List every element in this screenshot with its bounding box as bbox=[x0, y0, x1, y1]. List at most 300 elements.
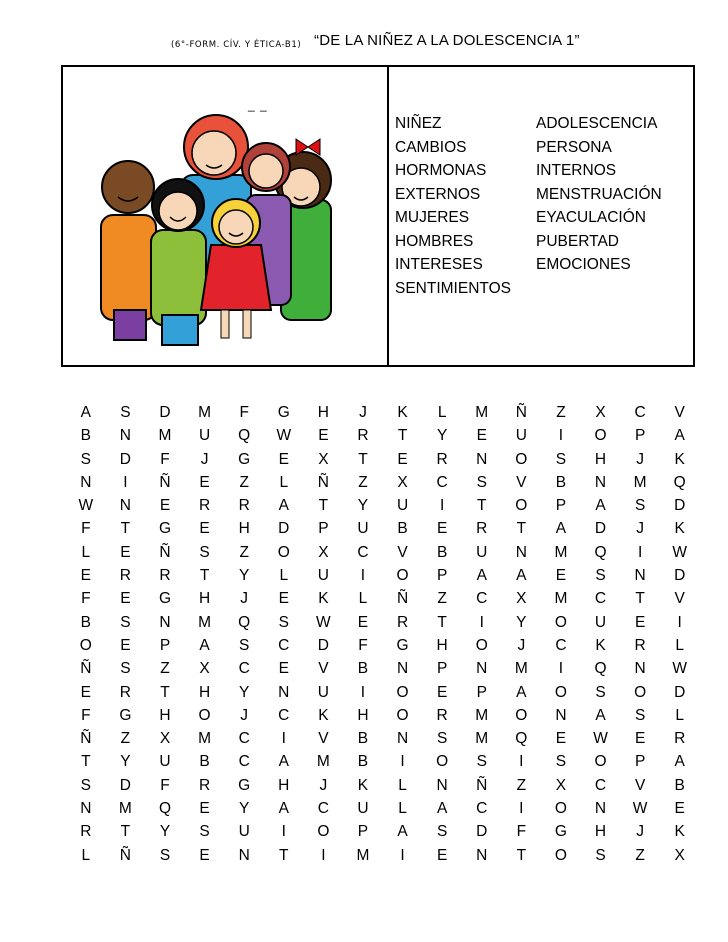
grid-letter[interactable]: I bbox=[558, 660, 564, 678]
grid-letter[interactable]: A bbox=[397, 823, 408, 841]
grid-letter[interactable]: Z bbox=[437, 590, 447, 608]
grid-letter[interactable]: A bbox=[516, 683, 527, 701]
grid-letter[interactable]: D bbox=[119, 450, 131, 468]
grid-letter[interactable]: J bbox=[240, 706, 249, 724]
grid-letter[interactable]: R bbox=[674, 730, 686, 748]
grid-letter[interactable]: Ñ bbox=[159, 543, 171, 561]
grid-letter[interactable]: V bbox=[674, 404, 685, 421]
grid-letter[interactable]: F bbox=[81, 706, 91, 724]
grid-letter[interactable]: L bbox=[81, 543, 91, 561]
grid-letter[interactable]: C bbox=[238, 753, 250, 771]
grid-letter[interactable]: H bbox=[198, 683, 211, 701]
grid-letter[interactable]: Ñ bbox=[159, 473, 171, 491]
grid-letter[interactable]: O bbox=[594, 427, 607, 445]
grid-letter[interactable]: E bbox=[436, 846, 448, 864]
grid-letter[interactable]: X bbox=[516, 590, 527, 608]
grid-letter[interactable]: D bbox=[159, 404, 171, 421]
grid-letter[interactable]: Z bbox=[516, 776, 527, 794]
grid-letter[interactable]: B bbox=[436, 543, 448, 561]
grid-letter[interactable]: F bbox=[516, 823, 527, 841]
grid-letter[interactable]: B bbox=[397, 520, 408, 538]
grid-letter[interactable]: O bbox=[515, 497, 528, 515]
grid-letter[interactable]: R bbox=[198, 776, 211, 794]
grid-letter[interactable]: N bbox=[476, 846, 488, 864]
grid-letter[interactable]: A bbox=[278, 800, 289, 818]
grid-letter[interactable]: E bbox=[555, 730, 567, 748]
grid-letter[interactable]: R bbox=[159, 567, 171, 585]
grid-letter[interactable]: M bbox=[514, 660, 528, 678]
grid-letter[interactable]: O bbox=[436, 753, 449, 771]
grid-letter[interactable]: J bbox=[636, 823, 644, 841]
grid-letter[interactable]: Y bbox=[239, 800, 250, 818]
grid-letter[interactable]: O bbox=[79, 636, 92, 654]
grid-letter[interactable]: E bbox=[634, 613, 646, 631]
grid-letter[interactable]: K bbox=[397, 404, 408, 421]
grid-letter[interactable]: A bbox=[80, 404, 91, 421]
grid-letter[interactable]: Ñ bbox=[515, 404, 527, 421]
grid-letter[interactable]: X bbox=[159, 730, 171, 748]
grid-letter[interactable]: S bbox=[634, 497, 646, 515]
grid-letter[interactable]: U bbox=[357, 800, 369, 818]
grid-letter[interactable]: S bbox=[436, 823, 448, 841]
grid-letter[interactable]: L bbox=[358, 590, 368, 608]
grid-letter[interactable]: W bbox=[672, 543, 688, 561]
grid-letter[interactable]: I bbox=[400, 846, 405, 864]
grid-letter[interactable]: G bbox=[158, 590, 172, 608]
grid-letter[interactable]: T bbox=[199, 567, 210, 585]
grid-letter[interactable]: F bbox=[81, 590, 91, 608]
grid-letter[interactable]: L bbox=[437, 404, 447, 421]
grid-letter[interactable]: Z bbox=[239, 473, 249, 491]
grid-letter[interactable]: E bbox=[476, 427, 487, 445]
grid-letter[interactable]: C bbox=[594, 776, 607, 794]
grid-letter[interactable]: O bbox=[396, 567, 409, 585]
grid-letter[interactable]: L bbox=[81, 846, 91, 864]
grid-letter[interactable]: M bbox=[475, 404, 489, 421]
grid-letter[interactable]: M bbox=[633, 473, 647, 491]
grid-letter[interactable]: T bbox=[397, 427, 408, 445]
grid-letter[interactable]: D bbox=[317, 636, 329, 654]
grid-letter[interactable]: J bbox=[240, 590, 249, 608]
grid-letter[interactable]: P bbox=[476, 683, 487, 701]
grid-letter[interactable]: I bbox=[400, 753, 405, 771]
grid-letter[interactable]: M bbox=[316, 753, 330, 771]
grid-letter[interactable]: Y bbox=[239, 683, 250, 701]
grid-letter[interactable]: I bbox=[637, 543, 643, 561]
grid-letter[interactable]: B bbox=[674, 776, 685, 794]
grid-letter[interactable]: J bbox=[517, 636, 526, 654]
grid-letter[interactable]: H bbox=[159, 706, 171, 724]
grid-letter[interactable]: S bbox=[80, 450, 91, 468]
grid-letter[interactable]: G bbox=[158, 520, 172, 538]
grid-letter[interactable]: S bbox=[120, 404, 131, 421]
grid-letter[interactable]: E bbox=[397, 450, 408, 468]
grid-letter[interactable]: W bbox=[632, 800, 648, 818]
grid-letter[interactable]: N bbox=[396, 730, 409, 748]
grid-letter[interactable]: U bbox=[198, 427, 211, 445]
grid-letter[interactable]: O bbox=[594, 753, 607, 771]
grid-letter[interactable]: X bbox=[199, 660, 210, 678]
grid-letter[interactable]: R bbox=[476, 520, 488, 538]
grid-letter[interactable]: P bbox=[634, 427, 646, 445]
grid-letter[interactable]: F bbox=[81, 520, 91, 538]
grid-letter[interactable]: C bbox=[555, 636, 567, 654]
grid-letter[interactable]: U bbox=[159, 753, 171, 771]
grid-letter[interactable]: N bbox=[80, 473, 92, 491]
grid-letter[interactable]: U bbox=[594, 613, 607, 631]
grid-letter[interactable]: X bbox=[397, 473, 408, 491]
grid-letter[interactable]: A bbox=[278, 753, 289, 771]
grid-letter[interactable]: S bbox=[634, 706, 646, 724]
grid-letter[interactable]: P bbox=[436, 660, 448, 678]
grid-letter[interactable]: R bbox=[357, 427, 369, 445]
grid-letter[interactable]: S bbox=[159, 846, 171, 864]
grid-letter[interactable]: R bbox=[80, 823, 92, 841]
grid-letter[interactable]: N bbox=[80, 800, 92, 818]
grid-letter[interactable]: Ñ bbox=[317, 473, 329, 491]
grid-letter[interactable]: Z bbox=[358, 473, 368, 491]
grid-letter[interactable]: S bbox=[595, 567, 606, 585]
grid-letter[interactable]: N bbox=[119, 427, 131, 445]
grid-letter[interactable]: E bbox=[120, 543, 131, 561]
grid-letter[interactable]: Y bbox=[436, 427, 448, 445]
grid-letter[interactable]: E bbox=[318, 427, 329, 445]
grid-letter[interactable]: T bbox=[81, 753, 91, 771]
grid-letter[interactable]: T bbox=[635, 590, 645, 608]
grid-letter[interactable]: F bbox=[160, 450, 170, 468]
grid-letter[interactable]: C bbox=[278, 706, 290, 724]
grid-letter[interactable]: N bbox=[396, 660, 409, 678]
grid-letter[interactable]: W bbox=[276, 427, 292, 445]
grid-letter[interactable]: S bbox=[555, 753, 567, 771]
grid-letter[interactable]: B bbox=[357, 753, 369, 771]
grid-letter[interactable]: S bbox=[595, 683, 606, 701]
grid-letter[interactable]: D bbox=[119, 776, 131, 794]
grid-letter[interactable]: N bbox=[476, 660, 488, 678]
grid-letter[interactable]: E bbox=[555, 567, 567, 585]
grid-letter[interactable]: C bbox=[357, 543, 369, 561]
grid-letter[interactable]: O bbox=[515, 706, 528, 724]
grid-letter[interactable]: U bbox=[476, 543, 488, 561]
grid-letter[interactable]: O bbox=[554, 613, 567, 631]
grid-letter[interactable]: E bbox=[80, 567, 91, 585]
grid-letter[interactable]: Q bbox=[673, 473, 686, 491]
grid-letter[interactable]: S bbox=[80, 776, 91, 794]
grid-letter[interactable]: Q bbox=[594, 660, 607, 678]
grid-letter[interactable]: O bbox=[317, 823, 330, 841]
grid-letter[interactable]: T bbox=[120, 520, 131, 538]
grid-letter[interactable]: D bbox=[674, 497, 686, 515]
grid-letter[interactable]: Y bbox=[159, 823, 171, 841]
grid-letter[interactable]: Q bbox=[515, 730, 528, 748]
grid-letter[interactable]: J bbox=[636, 450, 644, 468]
grid-letter[interactable]: E bbox=[80, 683, 91, 701]
grid-letter[interactable]: U bbox=[357, 520, 369, 538]
grid-letter[interactable]: H bbox=[278, 776, 290, 794]
grid-letter[interactable]: U bbox=[515, 427, 527, 445]
grid-letter[interactable]: Y bbox=[357, 497, 369, 515]
grid-letter[interactable]: N bbox=[159, 613, 171, 631]
grid-letter[interactable]: E bbox=[278, 660, 289, 678]
grid-letter[interactable]: O bbox=[277, 543, 290, 561]
grid-letter[interactable]: A bbox=[595, 497, 606, 515]
grid-letter[interactable]: Y bbox=[120, 753, 131, 771]
grid-letter[interactable]: A bbox=[674, 427, 685, 445]
grid-letter[interactable]: F bbox=[160, 776, 170, 794]
grid-letter[interactable]: T bbox=[318, 497, 329, 515]
grid-letter[interactable]: E bbox=[436, 683, 448, 701]
grid-letter[interactable]: V bbox=[318, 660, 329, 678]
grid-letter[interactable]: O bbox=[396, 683, 409, 701]
grid-letter[interactable]: S bbox=[199, 823, 210, 841]
grid-letter[interactable]: B bbox=[199, 753, 210, 771]
grid-letter[interactable]: B bbox=[357, 730, 369, 748]
grid-letter[interactable]: K bbox=[674, 823, 685, 841]
grid-letter[interactable]: J bbox=[319, 776, 328, 794]
grid-letter[interactable]: F bbox=[239, 404, 249, 421]
grid-letter[interactable]: E bbox=[278, 450, 289, 468]
grid-letter[interactable]: Z bbox=[160, 660, 170, 678]
grid-letter[interactable]: D bbox=[674, 567, 686, 585]
grid-letter[interactable]: D bbox=[674, 683, 686, 701]
grid-letter[interactable]: I bbox=[479, 613, 484, 631]
grid-letter[interactable]: T bbox=[437, 613, 447, 631]
grid-letter[interactable]: Ñ bbox=[80, 660, 92, 678]
grid-letter[interactable]: N bbox=[436, 776, 448, 794]
grid-letter[interactable]: E bbox=[357, 613, 369, 631]
grid-letter[interactable]: G bbox=[554, 823, 567, 841]
grid-letter[interactable]: B bbox=[357, 660, 369, 678]
grid-letter[interactable]: R bbox=[238, 497, 250, 515]
grid-letter[interactable]: A bbox=[555, 520, 567, 538]
grid-letter[interactable]: H bbox=[594, 450, 607, 468]
grid-letter[interactable]: T bbox=[120, 823, 131, 841]
grid-letter[interactable]: H bbox=[317, 404, 329, 421]
grid-letter[interactable]: K bbox=[595, 636, 606, 654]
grid-letter[interactable]: U bbox=[317, 567, 329, 585]
grid-letter[interactable]: G bbox=[277, 404, 290, 421]
grid-letter[interactable]: H bbox=[198, 590, 211, 608]
grid-letter[interactable]: G bbox=[238, 776, 251, 794]
grid-letter[interactable]: S bbox=[476, 753, 487, 771]
grid-letter[interactable]: S bbox=[120, 613, 131, 631]
grid-letter[interactable]: O bbox=[554, 800, 567, 818]
grid-letter[interactable]: C bbox=[476, 590, 488, 608]
grid-letter[interactable]: K bbox=[674, 450, 685, 468]
grid-letter[interactable]: D bbox=[278, 520, 290, 538]
grid-letter[interactable]: Q bbox=[238, 427, 251, 445]
grid-letter[interactable]: Ñ bbox=[119, 846, 131, 864]
grid-letter[interactable]: V bbox=[397, 543, 408, 561]
grid-letter[interactable]: S bbox=[239, 636, 250, 654]
grid-letter[interactable]: D bbox=[594, 520, 607, 538]
grid-letter[interactable]: I bbox=[558, 427, 564, 445]
grid-letter[interactable]: J bbox=[200, 450, 209, 468]
grid-letter[interactable]: M bbox=[554, 590, 568, 608]
grid-letter[interactable]: O bbox=[554, 683, 567, 701]
grid-letter[interactable]: G bbox=[238, 450, 251, 468]
grid-letter[interactable]: Q bbox=[158, 800, 172, 818]
grid-letter[interactable]: I bbox=[677, 613, 682, 631]
grid-letter[interactable]: N bbox=[594, 473, 607, 491]
grid-letter[interactable]: C bbox=[594, 590, 607, 608]
grid-letter[interactable]: K bbox=[318, 706, 329, 724]
grid-letter[interactable]: T bbox=[477, 497, 487, 515]
grid-letter[interactable]: R bbox=[436, 706, 448, 724]
grid-letter[interactable]: X bbox=[595, 404, 606, 421]
grid-letter[interactable]: Z bbox=[635, 846, 645, 864]
grid-letter[interactable]: C bbox=[238, 660, 250, 678]
grid-letter[interactable]: E bbox=[120, 590, 131, 608]
grid-letter[interactable]: C bbox=[634, 404, 646, 421]
grid-letter[interactable]: H bbox=[594, 823, 607, 841]
grid-letter[interactable]: H bbox=[357, 706, 369, 724]
grid-letter[interactable]: S bbox=[555, 450, 567, 468]
grid-letter[interactable]: P bbox=[555, 497, 567, 515]
grid-letter[interactable]: M bbox=[475, 730, 489, 748]
grid-letter[interactable]: O bbox=[515, 450, 528, 468]
grid-letter[interactable]: I bbox=[439, 497, 445, 515]
grid-letter[interactable]: P bbox=[357, 823, 369, 841]
grid-letter[interactable]: N bbox=[278, 683, 290, 701]
grid-letter[interactable]: L bbox=[398, 776, 407, 794]
grid-letter[interactable]: T bbox=[516, 520, 527, 538]
grid-letter[interactable]: Ñ bbox=[476, 776, 488, 794]
grid-letter[interactable]: R bbox=[396, 613, 409, 631]
grid-letter[interactable]: X bbox=[674, 846, 685, 864]
grid-letter[interactable]: M bbox=[198, 730, 212, 748]
grid-letter[interactable]: W bbox=[672, 660, 688, 678]
grid-letter[interactable]: M bbox=[475, 706, 489, 724]
grid-letter[interactable]: K bbox=[318, 590, 329, 608]
grid-letter[interactable]: X bbox=[318, 543, 329, 561]
grid-letter[interactable]: R bbox=[634, 636, 646, 654]
grid-letter[interactable]: E bbox=[159, 497, 171, 515]
grid-letter[interactable]: Y bbox=[239, 567, 250, 585]
grid-letter[interactable]: N bbox=[634, 660, 646, 678]
grid-letter[interactable]: Q bbox=[238, 613, 251, 631]
grid-letter[interactable]: U bbox=[317, 683, 329, 701]
grid-letter[interactable]: U bbox=[238, 823, 250, 841]
grid-letter[interactable]: M bbox=[198, 404, 212, 421]
grid-letter[interactable]: I bbox=[360, 683, 366, 701]
grid-letter[interactable]: F bbox=[358, 636, 368, 654]
grid-letter[interactable]: A bbox=[436, 800, 448, 818]
grid-letter[interactable]: S bbox=[199, 543, 210, 561]
grid-letter[interactable]: I bbox=[123, 473, 128, 491]
grid-letter[interactable]: Ñ bbox=[396, 590, 409, 608]
grid-letter[interactable]: K bbox=[674, 520, 685, 538]
grid-letter[interactable]: L bbox=[675, 636, 685, 654]
grid-letter[interactable]: I bbox=[321, 846, 326, 864]
grid-letter[interactable]: A bbox=[516, 567, 527, 585]
grid-letter[interactable]: B bbox=[80, 427, 91, 445]
grid-letter[interactable]: I bbox=[519, 800, 524, 818]
grid-letter[interactable]: J bbox=[636, 520, 644, 538]
grid-letter[interactable]: G bbox=[396, 636, 409, 654]
grid-letter[interactable]: O bbox=[634, 683, 647, 701]
grid-letter[interactable]: O bbox=[475, 636, 488, 654]
grid-letter[interactable]: A bbox=[595, 706, 606, 724]
grid-letter[interactable]: H bbox=[436, 636, 448, 654]
grid-letter[interactable]: E bbox=[199, 800, 210, 818]
grid-letter[interactable]: P bbox=[159, 636, 171, 654]
grid-letter[interactable]: N bbox=[476, 450, 488, 468]
grid-letter[interactable]: T bbox=[279, 846, 289, 864]
grid-letter[interactable]: Ñ bbox=[80, 730, 92, 748]
grid-letter[interactable]: C bbox=[317, 800, 329, 818]
grid-letter[interactable]: M bbox=[198, 613, 212, 631]
grid-letter[interactable]: M bbox=[158, 427, 172, 445]
grid-letter[interactable]: N bbox=[634, 567, 646, 585]
grid-letter[interactable]: T bbox=[358, 450, 368, 468]
grid-letter[interactable]: P bbox=[634, 753, 646, 771]
grid-letter[interactable]: L bbox=[398, 800, 407, 818]
grid-letter[interactable]: X bbox=[555, 776, 567, 794]
grid-letter[interactable]: X bbox=[318, 450, 329, 468]
grid-letter[interactable]: C bbox=[476, 800, 488, 818]
grid-letter[interactable]: W bbox=[316, 613, 331, 631]
grid-letter[interactable]: J bbox=[359, 404, 367, 421]
grid-letter[interactable]: Q bbox=[594, 543, 607, 561]
grid-letter[interactable]: N bbox=[555, 706, 567, 724]
grid-letter[interactable]: S bbox=[436, 730, 448, 748]
grid-letter[interactable]: K bbox=[357, 776, 369, 794]
grid-letter[interactable]: V bbox=[318, 730, 329, 748]
grid-letter[interactable]: P bbox=[318, 520, 329, 538]
grid-letter[interactable]: W bbox=[78, 497, 94, 515]
grid-letter[interactable]: A bbox=[476, 567, 487, 585]
grid-letter[interactable]: R bbox=[119, 567, 131, 585]
grid-letter[interactable]: W bbox=[593, 730, 608, 748]
grid-letter[interactable]: M bbox=[356, 846, 370, 864]
grid-letter[interactable]: Z bbox=[556, 404, 566, 421]
grid-letter[interactable]: Y bbox=[516, 613, 527, 631]
grid-letter[interactable]: C bbox=[278, 636, 290, 654]
grid-letter[interactable]: N bbox=[119, 497, 131, 515]
grid-letter[interactable]: E bbox=[199, 846, 210, 864]
grid-letter[interactable]: N bbox=[238, 846, 250, 864]
grid-letter[interactable]: A bbox=[674, 753, 685, 771]
grid-letter[interactable]: S bbox=[278, 613, 289, 631]
grid-letter[interactable]: O bbox=[198, 706, 211, 724]
grid-letter[interactable]: E bbox=[199, 520, 210, 538]
grid-letter[interactable]: L bbox=[279, 473, 289, 491]
grid-letter[interactable]: M bbox=[554, 543, 568, 561]
grid-letter[interactable]: P bbox=[436, 567, 448, 585]
grid-letter[interactable]: V bbox=[674, 590, 685, 608]
grid-letter[interactable]: I bbox=[281, 730, 286, 748]
grid-letter[interactable]: L bbox=[675, 706, 685, 724]
grid-letter[interactable]: L bbox=[279, 567, 289, 585]
grid-letter[interactable]: H bbox=[238, 520, 250, 538]
grid-letter[interactable]: R bbox=[119, 683, 131, 701]
grid-letter[interactable]: M bbox=[118, 800, 132, 818]
grid-letter[interactable]: C bbox=[436, 473, 448, 491]
grid-letter[interactable]: E bbox=[436, 520, 448, 538]
grid-letter[interactable]: S bbox=[120, 660, 131, 678]
grid-letter[interactable]: R bbox=[198, 497, 211, 515]
grid-letter[interactable]: Z bbox=[120, 730, 131, 748]
grid-letter[interactable]: A bbox=[199, 636, 210, 654]
grid-letter[interactable]: E bbox=[120, 636, 131, 654]
grid-letter[interactable]: Z bbox=[239, 543, 249, 561]
grid-letter[interactable]: N bbox=[515, 543, 527, 561]
grid-letter[interactable]: U bbox=[396, 497, 409, 515]
grid-letter[interactable]: E bbox=[674, 800, 685, 818]
grid-letter[interactable]: I bbox=[519, 753, 524, 771]
grid-letter[interactable]: T bbox=[516, 846, 527, 864]
